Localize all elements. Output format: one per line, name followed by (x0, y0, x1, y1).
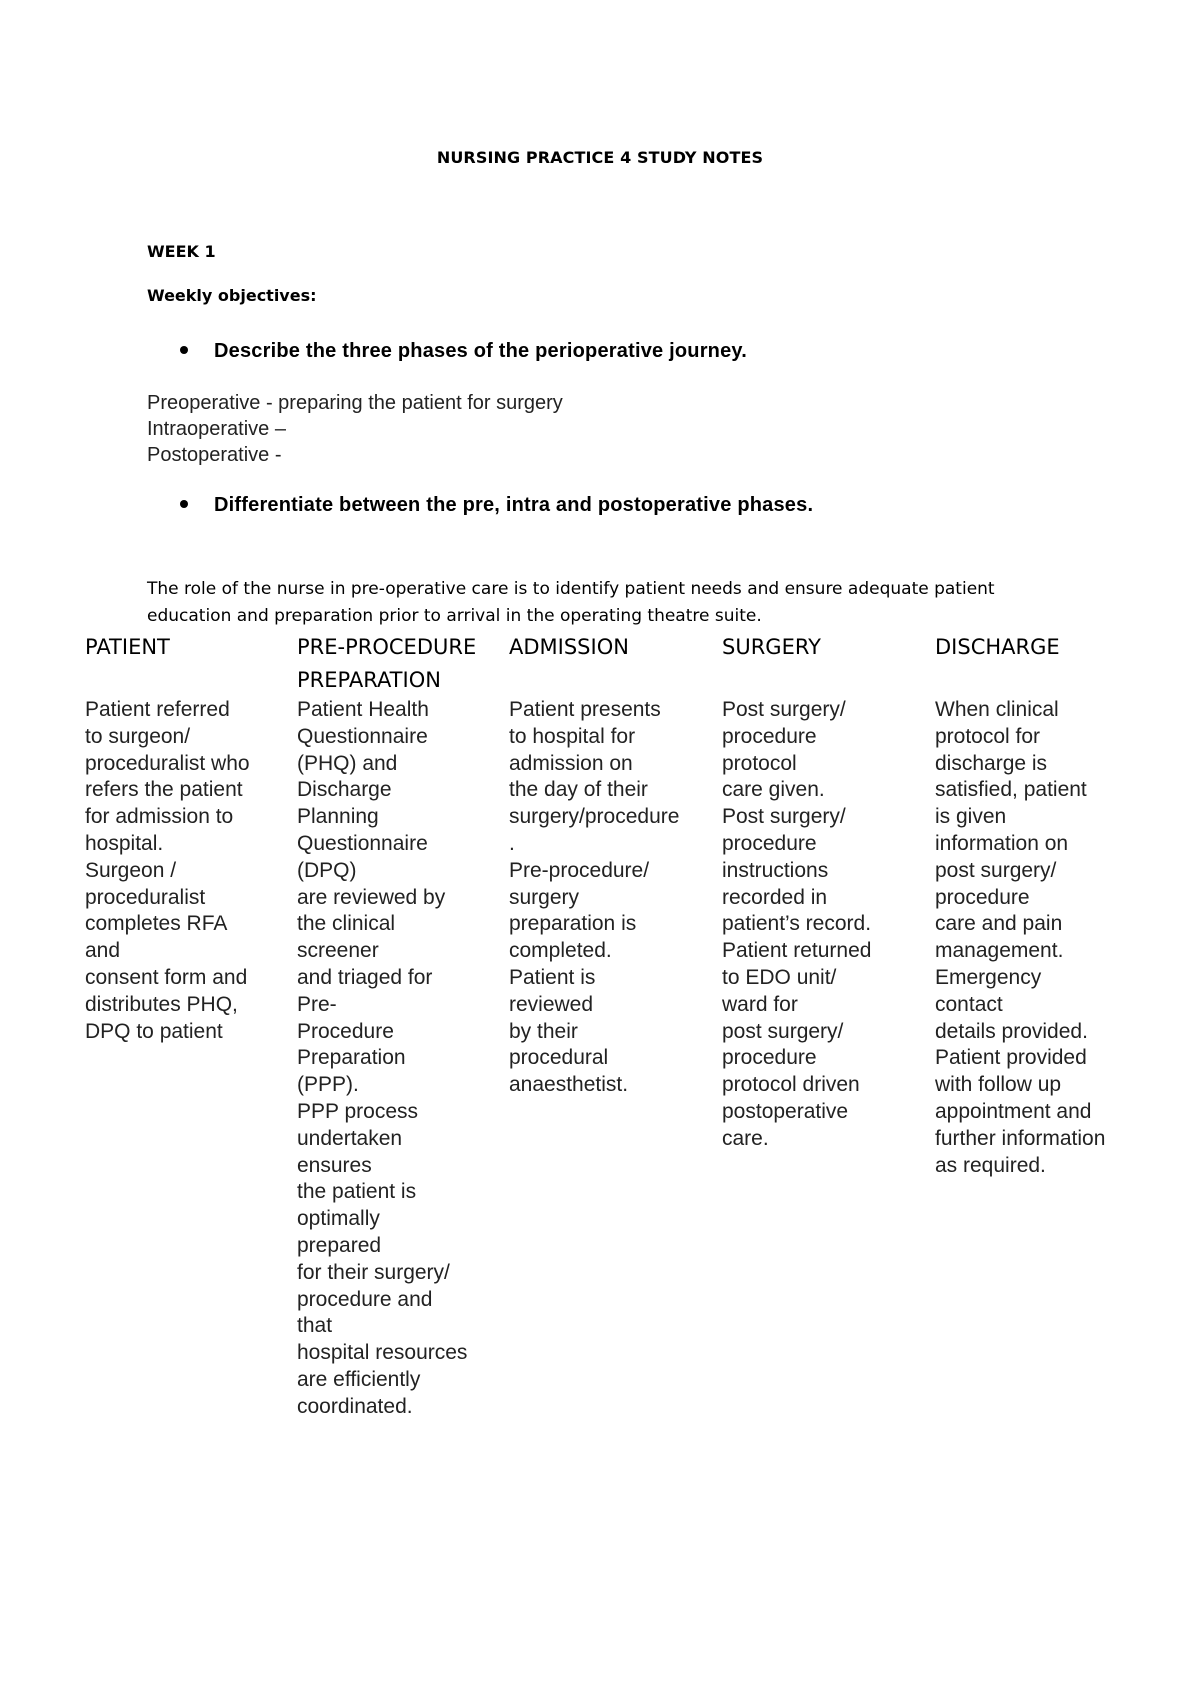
objectives-heading: Weekly objectives: (147, 286, 317, 305)
column-heading: DISCHARGE (935, 635, 1060, 659)
role-paragraph: The role of the nurse in pre-operative care is to identify patient needs and ensure adequate patient education and preparation prior to arrival in the operating theatre suite. (147, 579, 995, 626)
column-body: Patient Health Questionnaire (PHQ) and Discharge Planning Questionnaire (DPQ) are reviewed by the clinical screener and triaged for Pre- Procedure Preparation (PPP). PPP process undertaken ensures the patient is optimally prepared for their surgery/ procedure and that hospital resources are efficiently coordinated. (297, 698, 468, 1418)
phase-intraoperative: Intraoperative – (147, 418, 286, 440)
phase-preoperative: Preoperative - preparing the patient for surgery (147, 392, 563, 414)
column-admission (509, 631, 709, 1099)
objective-list-item (180, 340, 747, 363)
document-title: NURSING PRACTICE 4 STUDY NOTES (436, 148, 764, 167)
column-body: Patient presents to hospital for admission on the day of their surgery/procedure . Pre-procedure/ surgery preparation is completed. Patient is reviewed by their procedural anaesthetist. (509, 698, 680, 1097)
objective-text: Describe the three phases of the perioperative journey. (214, 340, 748, 362)
column-heading: PATIENT (85, 635, 170, 659)
column-discharge (935, 631, 1135, 1179)
objective-list-item (180, 494, 813, 517)
column-pre-procedure-preparation (297, 631, 497, 1421)
column-heading: ADMISSION (509, 635, 629, 659)
column-heading: SURGERY (722, 635, 821, 659)
column-body: Post surgery/ procedure protocol care given. Post surgery/ procedure instructions recorded in patient’s record. Patient returned to EDO unit/ ward for post surgery/ procedure protocol driven postoperative care. (722, 698, 872, 1150)
column-heading: PRE-PROCEDURE PREPARATION (297, 635, 477, 692)
column-patient (85, 631, 285, 1045)
bullet-icon (180, 346, 188, 354)
bullet-icon (180, 500, 188, 508)
column-body: Patient referred to surgeon/ proceduralist who refers the patient for admission to hospital. Surgeon / proceduralist completes RFA and consent form and distributes PHQ, DPQ to patient (85, 698, 250, 1043)
column-body: When clinical protocol for discharge is satisfied, patient is given information on post surgery/ procedure care and pain management. Emergency contact details provided. Patient provided with follow up appointment and further information as required. (935, 698, 1106, 1177)
objective-text: Differentiate between the pre, intra and postoperative phases. (214, 494, 814, 516)
column-surgery (722, 631, 922, 1153)
phase-postoperative: Postoperative - (147, 444, 282, 466)
week-heading: WEEK 1 (147, 242, 216, 261)
